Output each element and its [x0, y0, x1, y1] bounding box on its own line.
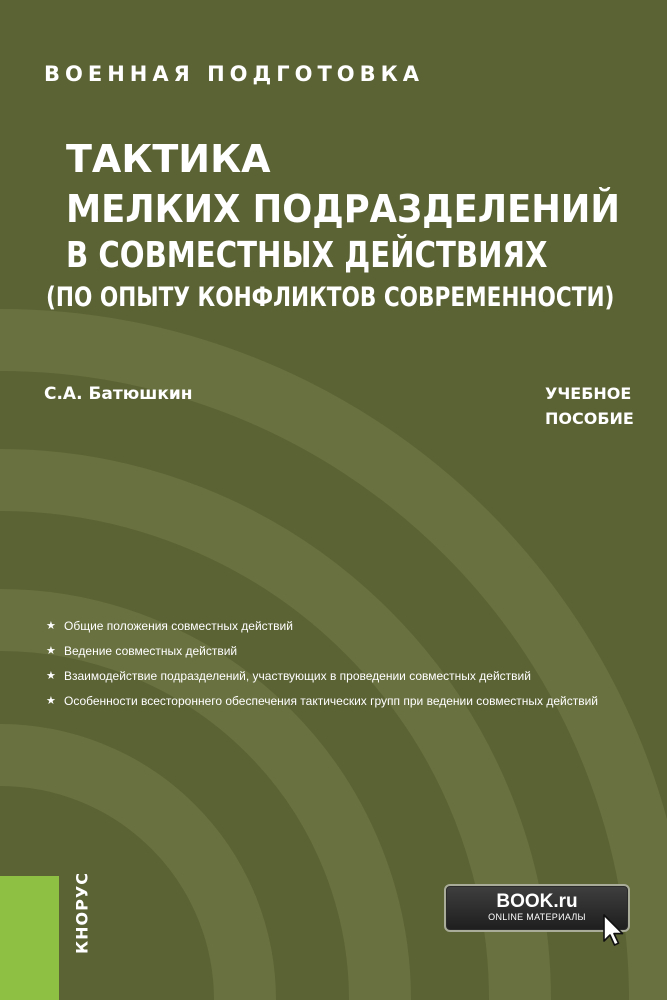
- list-item-text: Особенности всестороннего обеспечения тактических групп при ведении совместных действий: [64, 694, 598, 708]
- list-item: [46, 693, 636, 710]
- star-icon: ★: [46, 670, 56, 682]
- genre-line-1: УЧЕБНОЕ: [545, 384, 632, 403]
- list-item-text: Ведение совместных действий: [64, 644, 238, 658]
- star-icon: ★: [46, 620, 56, 632]
- list-item: [46, 643, 636, 660]
- list-item: [46, 618, 636, 635]
- list-item-text: Взаимодействие подразделений, участвующих в проведении совместных действий: [64, 669, 531, 683]
- title-line-1: ТАКТИКА: [66, 137, 271, 181]
- list-item: [46, 668, 636, 685]
- title-line-4: (ПО ОПЫТУ КОНФЛИКТОВ СОВРЕМЕННОСТИ): [46, 282, 615, 313]
- contents-list: [46, 618, 636, 718]
- series-label: ВОЕННАЯ ПОДГОТОВКА: [44, 62, 425, 86]
- bookru-logo-text: BOOK.ru: [496, 891, 578, 912]
- book-title: [38, 137, 638, 313]
- title-line-2: МЕЛКИХ ПОДРАЗДЕЛЕНИЙ: [66, 187, 620, 231]
- list-item-text: Общие положения совместных действий: [64, 619, 293, 633]
- mouse-pointer-icon: [602, 914, 626, 948]
- publisher-logo: [58, 843, 106, 983]
- author-name: С.А. Батюшкин: [44, 384, 193, 404]
- genre-label: [545, 381, 634, 431]
- publisher-color-block: [0, 876, 59, 1000]
- genre-line-2: ПОСОБИЕ: [545, 409, 634, 428]
- star-icon: ★: [46, 695, 56, 707]
- publisher-name: КНОРУС: [72, 872, 92, 954]
- bookru-subtitle: ONLINE МАТЕРИАЛЫ: [488, 912, 586, 922]
- title-line-3: В СОВМЕСТНЫХ ДЕЙСТВИЯХ: [66, 235, 548, 276]
- star-icon: ★: [46, 645, 56, 657]
